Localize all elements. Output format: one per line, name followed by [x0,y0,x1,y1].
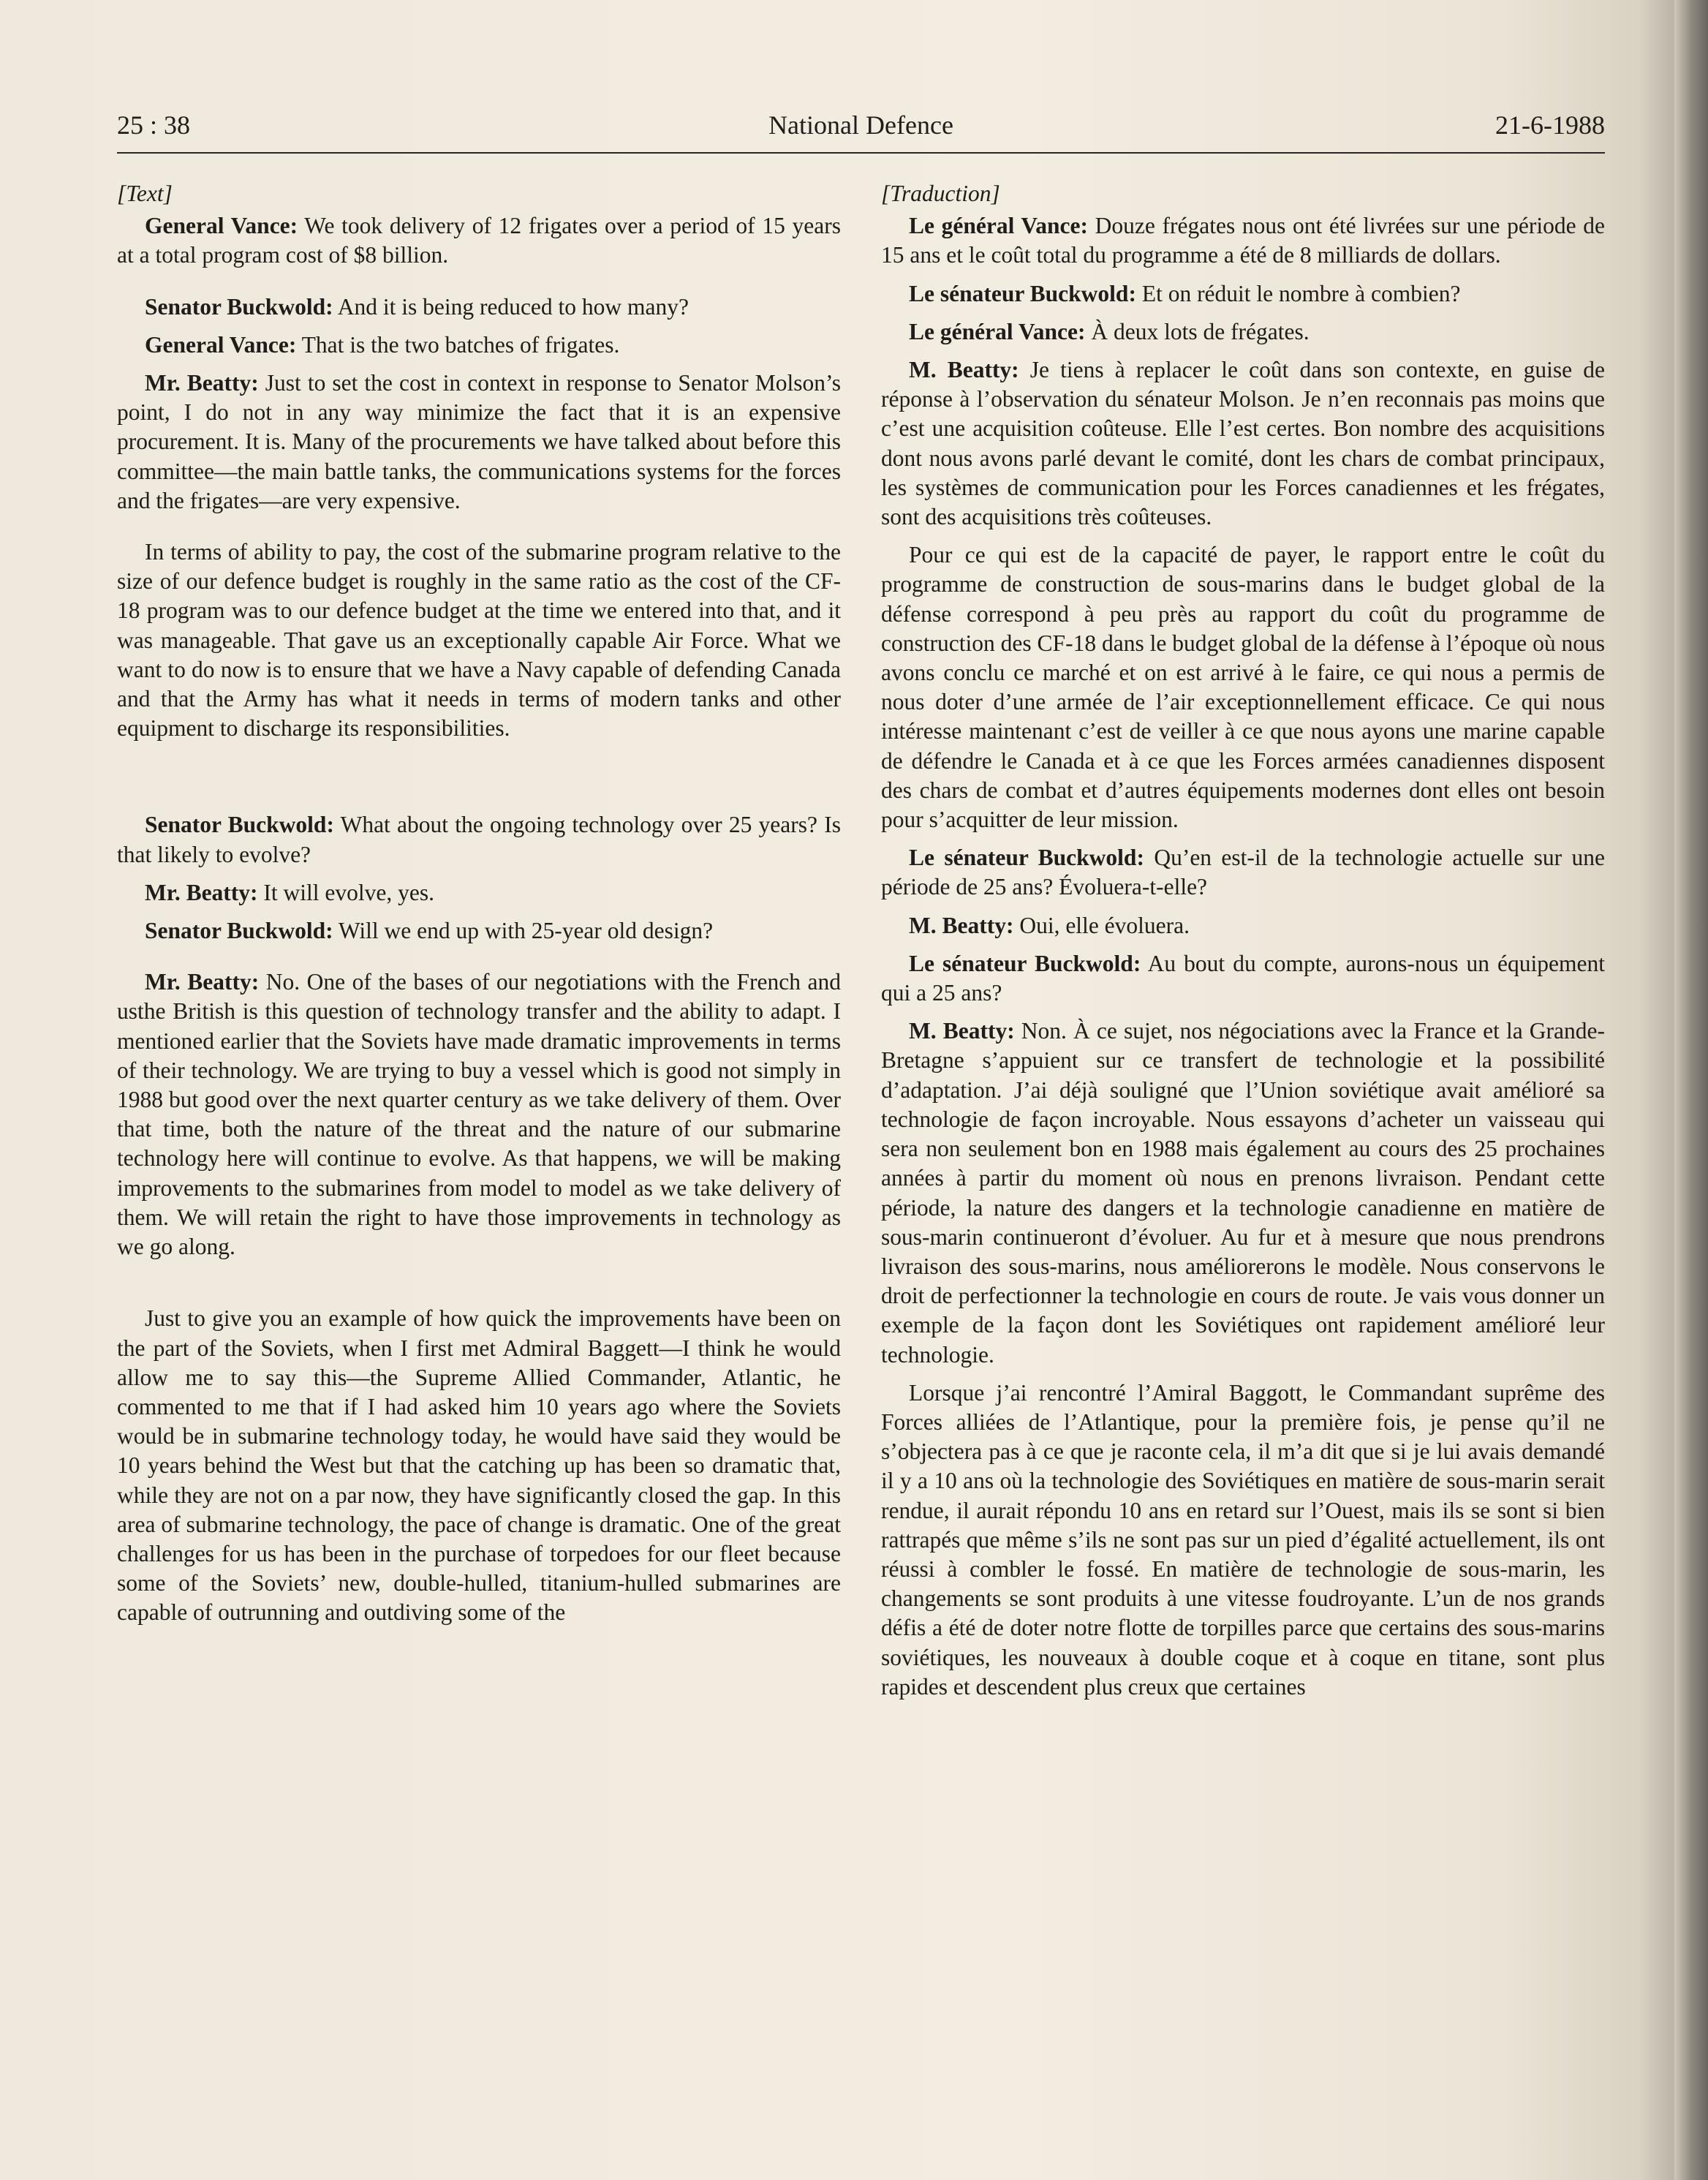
paragraph [117,916,841,946]
paragraph-text: Just to give you an example of how quick the improvements have been on the part of the Soviets, when I first met Admiral Baggett—I think he would allow me to say this—the Supreme Allied Commander, Atlantic, he commented to me that if I had asked him 10 years ago where the Soviets would be in submarine technology today, he would have said they would be 10 years behind the West but that the catching up has been so dramatic that, while they are not on a par now, they have significantly closed the gap. In this area of submarine technology, the pace of change is dramatic. One of the great challenges for us has been in the purchase of torpedoes for our fleet because some of the Soviets’ new, double-hulled, titanium-hulled submarines are capable of outrunning and outdiving some of the [117,1305,841,1626]
speaker-name: Mr. Beatty: [145,879,258,905]
speaker-name: M. Beatty: [909,357,1019,383]
paragraph [117,211,841,270]
paragraph [117,810,841,869]
paragraph-text: À deux lots de frégates. [1085,318,1310,344]
paragraph [881,540,1605,834]
language-tag: [Text] [117,181,173,206]
speaker-name: Le général Vance: [909,213,1089,239]
paragraph-text: Douze frégates nous ont été livrées sur une période de 15 ans et le coût total du programme a été de 8 milliards de dollars. [881,213,1605,268]
paragraph [117,293,841,322]
speaker-name: Mr. Beatty: [145,969,260,995]
paragraph [117,331,841,360]
paragraph [881,1017,1605,1369]
speaker-name: General Vance: [145,331,297,358]
paragraph-text: We took delivery of 12 frigates over a period of 15 years at a total program cost of $8 billion. [117,213,841,268]
paragraph-text: In terms of ability to pay, the cost of the submarine program relative to the size of our defence budget is roughly in the same ratio as the cost of the CF-18 program was to our defence budget at the time we entered into that, and it was manageable. That gave us an exceptionally capable Air Force. What we want to do now is to ensure that we have a Navy capable of defending Canada and that the Army has what it needs in terms of modern tanks and other equipment to discharge its responsibilities. [117,539,841,742]
french-column [881,179,1605,1711]
paragraph-text: And it is being reduced to how many? [333,293,689,320]
speaker-name: M. Beatty: [909,1018,1015,1044]
paragraph-text: Will we end up with 25-year old design? [333,918,714,944]
paragraph-text: Pour ce qui est de la capacité de payer, le rapport entre le coût du programme de construction de sous-marins dans le budget global de la défense correspond à peu près au rapport du coût du programme de construction des CF-18 dans le budget global de la défense à l’époque où nous avons conclu ce marché et on est arrivé à le faire, ce qui nous a permis de nous doter d’une armée de l’air exceptionnellement efficace. Ce qui nous intéresse maintenant c’est de veiller à ce que nous ayons une marine capable de défendre le Canada et à ce que les Forces armées canadiennes disposent des chars de combat et d’autres équipements modernes dont elles ont besoin pour s’acquitter de leur mission. [881,542,1605,833]
header-date: 21-6-1988 [1495,110,1605,140]
paragraph [117,878,841,908]
paragraph-text: Je tiens à replacer le coût dans son contexte, en guise de réponse à l’observation du sénateur Molson. Je n’en reconnais pas moins que c’est une acquisition coûteuse. Elle l’est certes. Bon nombre des acquisitions dont nous avons parlé devant le comité, dont les chars de combat principaux, les systèmes de communication pour les Forces canadiennes et les frégates, sont des acquisitions très coûteuses. [881,357,1605,530]
speaker-name: Le sénateur Buckwold: [909,845,1144,871]
paragraph [117,1304,841,1627]
running-title: National Defence [768,110,953,140]
speaker-name: Le sénateur Buckwold: [909,280,1136,306]
paragraph-text: Et on réduit le nombre à combien? [1135,280,1461,306]
speaker-name: Senator Buckwold: [145,812,334,838]
paragraph-text: Qu’en est-il de la technologie actuelle sur une période de 25 ans? Évoluera-t-elle? [881,845,1605,900]
paragraph [881,843,1605,902]
paragraph-text: Oui, elle évoluera. [1013,912,1190,938]
paragraph-text: It will evolve, yes. [257,879,434,905]
paragraph [881,1378,1605,1702]
paragraph [881,211,1605,270]
paragraph [881,911,1605,940]
speaker-name: M. Beatty: [909,912,1014,938]
paragraph-text: Au bout du compte, aurons-nous un équipement qui a 25 ans? [881,950,1605,1006]
page-edge-shadow [1674,0,1708,2180]
english-column [117,179,841,1637]
paragraph [881,355,1605,532]
speaker-name: Senator Buckwold: [145,293,333,320]
speaker-name: Mr. Beatty: [145,370,259,396]
paragraph [881,279,1605,309]
paragraph [117,538,841,743]
page-header [117,110,1605,154]
speaker-name: Le général Vance: [909,318,1086,344]
paragraph-text: Non. À ce sujet, nos négociations avec la France et la Grande-Bretagne s’appuient sur ce transfert de technologie et la possibilité d’adaptation. J’ai déjà souligné que l’Union soviétique avait amélioré sa technologie de façon incroyable. Nous essayons d’acheter un vaisseau qui sera non seulement bon en 1988 mais également au cours des 25 prochaines années à partir du moment où nous en prenons livraison. Pendant cette période, la nature des dangers et la technologie canadienne en matière de sous-marin continueront d’évoluer. Au fur et à mesure que nous prendrons livraison des sous-marins, nous améliorerons le modèle. Nous conservons le droit de perfectionner la technologie en cours de route. Je vais vous donner un exemple de la façon dont les Soviétiques ont rapidement amélioré leur technologie. [881,1018,1605,1368]
paragraph-text: That is the two batches of frigates. [296,331,620,358]
page-number: 25 : 38 [117,110,191,140]
paragraph [881,317,1605,347]
speaker-name: Le sénateur Buckwold: [909,950,1141,976]
paragraph-text: What about the ongoing technology over 25 years? Is that likely to evolve? [117,812,841,867]
header-rule [117,152,1605,154]
paragraph [117,968,841,1261]
paragraph-text: Lorsque j’ai rencontré l’Amiral Baggott, le Commandant suprême des Forces alliées de l’Atlantique, pour la première fois, je pense qu’il ne s’objectera pas à ce que je raconte cela, il m’a dit que si je lui avais demandé il y a 10 ans où la technologie des Soviétiques en matière de sous-marin serait rendue, il aurait répondu 10 ans en retard sur l’Ouest, mais ils se sont si bien rattrapés que même s’ils ne sont pas sur un pied d’égalité actuellement, ils ont réussi à combler le fossé. En matière de technologie de sous-marin, les changements se sont produits à une vitesse foudroyante. L’un de nos grands défis a été de doter notre flotte de torpilles parce que certains des sous-marins soviétiques, les nouveaux à double coque et à coque en titane, sont plus rapides et descendent plus creux que certaines [881,1379,1605,1700]
language-tag: [Traduction] [881,181,1000,206]
speaker-name: Senator Buckwold: [145,918,333,944]
paragraph-text: No. One of the bases of our negotiations with the French and usthe British is this question of technology transfer and the ability to adapt. I mentioned earlier that the Soviets have made dramatic improvements in terms of their technology. We are trying to buy a vessel which is good not simply in 1988 but good over the next quarter century as we take delivery of them. Over that time, both the nature of the threat and the nature of our submarine technology here will continue to evolve. As that happens, we will be making improvements to the submarines from model to model as we take delivery of them. We will retain the right to have those improvements in technology as we go along. [117,969,841,1260]
paragraph [881,949,1605,1008]
speaker-name: General Vance: [145,213,298,239]
paragraph-text: Just to set the cost in context in response to Senator Molson’s point, I do not in any way minimize the fact that it is an expensive procurement. It is. Many of the procurements we have talked about before this committee—the main battle tanks, the communications systems for the forces and the frigates—are very expensive. [117,370,841,513]
paragraph [117,369,841,516]
